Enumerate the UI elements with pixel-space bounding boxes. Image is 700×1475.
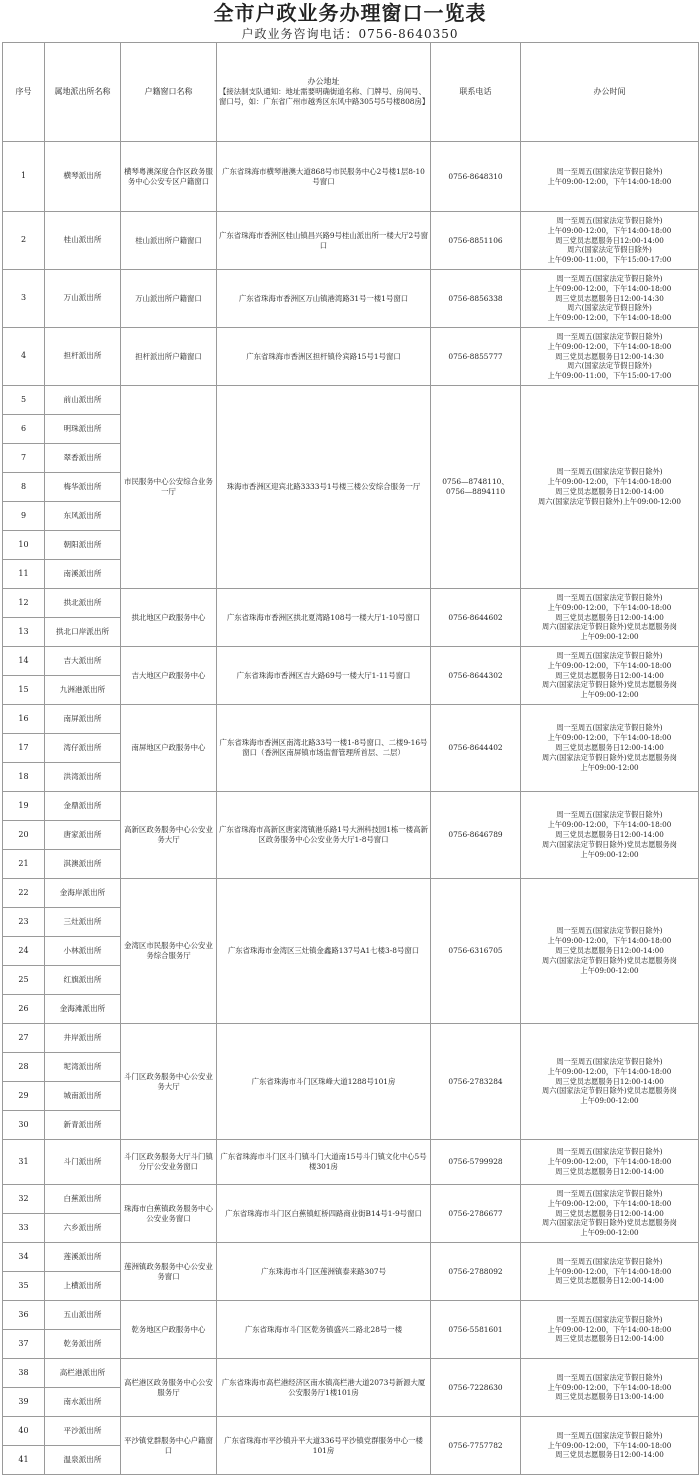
- group-address: 广东珠海市斗门区莲洲镇泰来路307号: [217, 1243, 431, 1301]
- row-seq: 34: [3, 1243, 45, 1272]
- row-station-name: 横琴派出所: [45, 142, 121, 212]
- row-seq: 19: [3, 792, 45, 821]
- row-station-name: 翠香派出所: [45, 444, 121, 473]
- row-station-name: 金鼎派出所: [45, 792, 121, 821]
- window-list-table: [2, 42, 699, 1475]
- hours-line: 上午09:00-12:00，下午14:00-18:00: [547, 660, 672, 670]
- group-hours: [521, 705, 699, 792]
- row-station-name: 莲溪派出所: [45, 1243, 121, 1272]
- hours-line: 上午09:00-12:00，下午14:00-18:00: [547, 176, 672, 186]
- row-seq: 20: [3, 821, 45, 850]
- hours-line: 上午09:00-12:00: [580, 965, 639, 975]
- hours-line: 上午09:00-12:00，下午14:00-18:00: [547, 1066, 672, 1076]
- hours-line: 周一至周五(国家法定节假日除外): [556, 166, 663, 176]
- group-address: 广东省珠海市横琴港澳大道868号市民服务中心2号楼1层8-10号窗口: [217, 142, 431, 212]
- hours-line: 周一至周五(国家法定节假日除外): [556, 592, 663, 602]
- group-phone: 0756-6316705: [431, 879, 521, 1024]
- group-window-name: 斗门区政务服务大厅斗门镇分厅公安业务窗口: [121, 1140, 217, 1185]
- hours-line: 周六(国家法定节假日除外)党员志愿服务岗: [542, 955, 677, 965]
- row-station-name: 红旗派出所: [45, 966, 121, 995]
- row-seq: 30: [3, 1111, 45, 1140]
- group-hours: [521, 142, 699, 212]
- hours-line: 周三党员志愿服务日12:00-14:00: [555, 1208, 664, 1218]
- row-station-name: 五山派出所: [45, 1301, 121, 1330]
- hours-line: 上午09:00-11:00，下午15:00-17:00: [547, 371, 672, 381]
- row-station-name: 六乡派出所: [45, 1214, 121, 1243]
- group-address: 广东省珠海市香洲区担杆镇伶宾路15号1号窗口: [217, 328, 431, 386]
- hours-line: 周三党员志愿服务日12:00-14:00: [555, 235, 664, 245]
- table-row: [3, 270, 699, 328]
- group-address: 广东省珠海市斗门区斗门镇斗门大道南15号斗门镇文化中心5号楼301房: [217, 1140, 431, 1185]
- group-hours: [521, 1140, 699, 1185]
- group-address: 广东省珠海市香洲区桂山镇昌兴路9号桂山派出所一楼大厅2号窗口: [217, 212, 431, 270]
- row-station-name: 南屏派出所: [45, 705, 121, 734]
- group-window-name: 珠海市白蕉镇政务服务中心公安业务窗口: [121, 1185, 217, 1243]
- group-window-name: 万山派出所户籍窗口: [121, 270, 217, 328]
- table-row: [3, 386, 699, 415]
- group-window-name: 高栏港区政务服务中心公安服务厅: [121, 1359, 217, 1417]
- hours-line: 上午09:00-12:00: [580, 762, 639, 772]
- row-station-name: 金海岸派出所: [45, 879, 121, 908]
- hours-line: 周六(国家法定节假日除外): [567, 361, 652, 371]
- group-window-name: 莲洲镇政务服务中心公安业务窗口: [121, 1243, 217, 1301]
- row-station-name: 斗门派出所: [45, 1140, 121, 1185]
- hours-line: 周一至周五(国家法定节假日除外): [556, 215, 663, 225]
- hours-line: 上午09:00-12:00，下午14:00-18:00: [547, 1198, 672, 1208]
- row-seq: 4: [3, 328, 45, 386]
- hours-line: 上午09:00-12:00，下午14:00-18:00: [547, 341, 672, 351]
- hours-line: 周三党员志愿服务日12:00-14:00: [555, 1334, 664, 1344]
- group-address: 广东省珠海市香洲区南湾北路33号一楼1-8号窗口、二楼9-16号窗口（香洲区南屏镇市场监督管理所首层、二层）: [217, 705, 431, 792]
- group-hours: [521, 1024, 699, 1140]
- row-station-name: 三灶派出所: [45, 908, 121, 937]
- row-station-name: 明珠派出所: [45, 415, 121, 444]
- hours-line: 周六(国家法定节假日除外)党员志愿服务岗: [542, 622, 677, 632]
- table-row: [3, 1185, 699, 1214]
- group-window-name: 吉大地区户政服务中心: [121, 647, 217, 705]
- row-seq: 1: [3, 142, 45, 212]
- group-hours: [521, 1359, 699, 1417]
- row-seq: 27: [3, 1024, 45, 1053]
- hours-line: 上午09:00-12:00，下午14:00-18:00: [547, 477, 672, 487]
- hours-line: 周三党员志愿服务日12:00-14:00: [555, 946, 664, 956]
- hours-line: 上午09:00-12:00: [580, 1096, 639, 1106]
- group-hours: [521, 212, 699, 270]
- hours-line: 周六(国家法定节假日除外)党员志愿服务岗: [542, 680, 677, 690]
- table-row: [3, 142, 699, 212]
- row-seq: 14: [3, 647, 45, 676]
- hours-line: 上午09:00-12:00，下午14:00-18:00: [547, 1157, 672, 1167]
- group-phone: 0756-8855777: [431, 328, 521, 386]
- group-window-name: 桂山派出所户籍窗口: [121, 212, 217, 270]
- hours-line: 上午09:00-11:00，下午15:00-17:00: [547, 255, 672, 265]
- header-address: [217, 43, 431, 142]
- row-seq: 41: [3, 1446, 45, 1475]
- group-address: 广东省珠海市金湾区三灶镇金鑫路137号A1七楼3-8号窗口: [217, 879, 431, 1024]
- table-row: [3, 792, 699, 821]
- row-station-name: 井岸派出所: [45, 1024, 121, 1053]
- page-title: 全市户政业务办理窗口一览表: [213, 1, 487, 25]
- group-window-name: 高新区政务服务中心公安业务大厅: [121, 792, 217, 879]
- hours-line: 上午09:00-12:00，下午14:00-18:00: [547, 820, 672, 830]
- page-subtitle: 户政业务咨询电话：0756-8640350: [241, 27, 459, 41]
- row-seq: 26: [3, 995, 45, 1024]
- group-phone: 0756-8644602: [431, 589, 521, 647]
- row-seq: 36: [3, 1301, 45, 1330]
- header-station: 属地派出所名称: [45, 43, 121, 142]
- hours-line: 上午09:00-12:00，下午14:00-18:00: [547, 1440, 672, 1450]
- group-phone: 0756-8856338: [431, 270, 521, 328]
- row-seq: 10: [3, 531, 45, 560]
- row-seq: 5: [3, 386, 45, 415]
- hours-line: 周三党员志愿服务日12:00-14:00: [555, 743, 664, 753]
- row-station-name: 洪湾派出所: [45, 763, 121, 792]
- table-body: [3, 142, 699, 1475]
- group-window-name: 拱北地区户政服务中心: [121, 589, 217, 647]
- hours-line: 上午09:00-12:00，下午14:00-18:00: [547, 733, 672, 743]
- hours-line: 周一至周五(国家法定节假日除外): [556, 1147, 663, 1157]
- row-seq: 24: [3, 937, 45, 966]
- row-station-name: 吉大派出所: [45, 647, 121, 676]
- row-station-name: 平沙派出所: [45, 1417, 121, 1446]
- hours-line: 上午09:00-12:00，下午14:00-18:00: [547, 1382, 672, 1392]
- row-seq: 23: [3, 908, 45, 937]
- hours-line: 周三党员志愿服务日12:00-14:00: [555, 487, 664, 496]
- row-station-name: 南水派出所: [45, 1388, 121, 1417]
- row-seq: 21: [3, 850, 45, 879]
- row-seq: 13: [3, 618, 45, 647]
- hours-line: 周三党员志愿服务日12:00-14:00: [555, 830, 664, 840]
- group-hours: [521, 792, 699, 879]
- row-seq: 25: [3, 966, 45, 995]
- hours-line: 周一至周五(国家法定节假日除外): [556, 1314, 663, 1324]
- row-seq: 6: [3, 415, 45, 444]
- hours-line: 上午09:00-12:00，下午14:00-18:00: [547, 283, 672, 293]
- group-hours: [521, 386, 699, 589]
- hours-line: 周三党员志愿服务日12:00-14:00: [555, 1450, 664, 1460]
- row-seq: 38: [3, 1359, 45, 1388]
- header-phone: 联系电话: [431, 43, 521, 142]
- group-phone: 0756-5799928: [431, 1140, 521, 1185]
- hours-line: 周三党员志愿服务日13:00-14:00: [555, 1392, 664, 1402]
- hours-line: 周一至周五(国家法定节假日除外): [556, 1256, 663, 1266]
- row-station-name: 朝阳派出所: [45, 531, 121, 560]
- group-hours: [521, 1185, 699, 1243]
- row-station-name: 淇澳派出所: [45, 850, 121, 879]
- header-hours: 办公时间: [521, 43, 699, 142]
- hours-line: 周三党员志愿服务日12:00-14:00: [555, 1076, 664, 1086]
- row-seq: 2: [3, 212, 45, 270]
- hours-line: 周一至周五(国家法定节假日除外): [556, 1430, 663, 1440]
- row-seq: 32: [3, 1185, 45, 1214]
- hours-line: 周六(国家法定节假日除外)上午09:00-12:00: [538, 496, 681, 506]
- table-row: [3, 647, 699, 676]
- group-hours: [521, 1417, 699, 1475]
- row-station-name: 拱北口岸派出所: [45, 618, 121, 647]
- group-phone: 0756-2783284: [431, 1024, 521, 1140]
- group-address: 广东省珠海市香洲区吉大路69号一楼大厅1-11号窗口: [217, 647, 431, 705]
- group-address: 广东省珠海市高栏港经济区南水镇高栏港大道2073号新源大厦公安服务厅1楼101房: [217, 1359, 431, 1417]
- header-seq: 序号: [3, 43, 45, 142]
- hours-line: 上午09:00-12:00，下午14:00-18:00: [547, 602, 672, 612]
- hours-line: 周六(国家法定节假日除外): [567, 245, 652, 255]
- row-seq: 15: [3, 676, 45, 705]
- row-station-name: 乾务派出所: [45, 1330, 121, 1359]
- group-address: 广东省珠海市斗门区白蕉镇虹桥四路商业街B14号1-9号窗口: [217, 1185, 431, 1243]
- row-station-name: 小林派出所: [45, 937, 121, 966]
- table-row: [3, 1301, 699, 1330]
- group-address: 广东省珠海市斗门区乾务镇盛兴二路北28号一楼: [217, 1301, 431, 1359]
- group-phone: 0756-8646789: [431, 792, 521, 879]
- hours-line: 上午09:00-12:00: [580, 690, 639, 700]
- hours-line: 周六(国家法定节假日除外)党员志愿服务岗: [542, 1218, 677, 1228]
- table-row: [3, 1359, 699, 1388]
- row-station-name: 唐家派出所: [45, 821, 121, 850]
- row-seq: 31: [3, 1140, 45, 1185]
- group-phone: 0756-7757782: [431, 1417, 521, 1475]
- group-hours: [521, 328, 699, 386]
- group-address: 珠海市香洲区迎宾北路3333号1号楼三楼公安综合服务一厅: [217, 386, 431, 589]
- row-seq: 9: [3, 502, 45, 531]
- hours-line: 周六(国家法定节假日除外): [567, 303, 652, 313]
- hours-line: 周六(国家法定节假日除外)党员志愿服务岗: [542, 839, 677, 849]
- group-hours: [521, 270, 699, 328]
- hours-line: 周三党员志愿服务日12:00-14:00: [555, 1276, 664, 1286]
- hours-line: 周六(国家法定节假日除外)党员志愿服务岗: [542, 1086, 677, 1096]
- table-row: [3, 212, 699, 270]
- group-window-name: 市民服务中心公安综合业务一厅: [121, 386, 217, 589]
- row-station-name: 拱北派出所: [45, 589, 121, 618]
- row-seq: 12: [3, 589, 45, 618]
- header-address-note: 【接法制支队通知：地址需要明确街道名称、门牌号、房间号、窗口号，如：广东省广州市越秀区东风中路305号5号楼808房】: [219, 87, 430, 107]
- row-seq: 29: [3, 1082, 45, 1111]
- hours-line: 周一至周五(国家法定节假日除外): [556, 926, 663, 936]
- row-seq: 33: [3, 1214, 45, 1243]
- group-phone: 0756-8851106: [431, 212, 521, 270]
- group-address: 广东省珠海市香洲区万山镇港湾路31号一楼1号窗口: [217, 270, 431, 328]
- group-window-name: 横琴粤澳深度合作区政务服务中心公安专区户籍窗口: [121, 142, 217, 212]
- table-row: [3, 328, 699, 386]
- hours-line: 上午09:00-12:00，下午14:00-18:00: [547, 936, 672, 946]
- hours-line: 上午09:00-12:00: [580, 1228, 639, 1238]
- group-address: 广东省珠海市高新区唐家湾镇港乐路1号大洲科技园1栋一楼高新区政务服务中心公安业务大厅1-8号窗口: [217, 792, 431, 879]
- group-address: 广东省珠海市平沙镇升平大道336号平沙镇党群服务中心一楼101房: [217, 1417, 431, 1475]
- row-seq: 3: [3, 270, 45, 328]
- table-row: [3, 1243, 699, 1272]
- group-address: 广东省珠海市香洲区拱北夏湾路108号一楼大厅1-10号窗口: [217, 589, 431, 647]
- hours-line: 周六(国家法定节假日除外)党员志愿服务岗: [542, 752, 677, 762]
- group-hours: [521, 1243, 699, 1301]
- hours-line: 周一至周五(国家法定节假日除外): [556, 467, 663, 477]
- hours-line: 周一至周五(国家法定节假日除外): [556, 331, 663, 341]
- group-window-name: 斗门区政务服务中心公安业务大厅: [121, 1024, 217, 1140]
- table-row: [3, 1140, 699, 1185]
- hours-line: 上午09:00-12:00，下午14:00-18:00: [547, 313, 672, 323]
- row-seq: 8: [3, 473, 45, 502]
- row-station-name: 梅华派出所: [45, 473, 121, 502]
- header-window: 户籍窗口名称: [121, 43, 217, 142]
- hours-line: 上午09:00-12:00，下午14:00-18:00: [547, 1324, 672, 1334]
- hours-line: 上午09:00-12:00，下午14:00-18:00: [547, 225, 672, 235]
- group-window-name: 乾务地区户政服务中心: [121, 1301, 217, 1359]
- group-phone: 0756-2788092: [431, 1243, 521, 1301]
- row-seq: 28: [3, 1053, 45, 1082]
- table-row: [3, 879, 699, 908]
- hours-line: 周三党员志愿服务日12:00-14:00: [555, 1166, 664, 1176]
- group-phone: 0756-5581601: [431, 1301, 521, 1359]
- row-station-name: 高栏港派出所: [45, 1359, 121, 1388]
- hours-line: 周一至周五(国家法定节假日除外): [556, 650, 663, 660]
- group-phone: 0756—8748110、0756—8894110: [431, 386, 521, 589]
- group-phone: 0756-2786677: [431, 1185, 521, 1243]
- row-station-name: 金海滩派出所: [45, 995, 121, 1024]
- row-seq: 35: [3, 1272, 45, 1301]
- row-seq: 37: [3, 1330, 45, 1359]
- row-seq: 11: [3, 560, 45, 589]
- row-station-name: 温泉派出所: [45, 1446, 121, 1475]
- group-hours: [521, 647, 699, 705]
- row-station-name: 白蕉派出所: [45, 1185, 121, 1214]
- hours-line: 上午09:00-12:00: [580, 632, 639, 642]
- header-row: [3, 43, 699, 142]
- group-hours: [521, 879, 699, 1024]
- header-address-title: 办公地址: [307, 76, 340, 86]
- hours-line: 周一至周五(国家法定节假日除外): [556, 723, 663, 733]
- row-seq: 39: [3, 1388, 45, 1417]
- hours-line: 上午09:00-12:00，下午14:00-18:00: [547, 1266, 672, 1276]
- group-window-name: 平沙镇党群服务中心户籍窗口: [121, 1417, 217, 1475]
- row-station-name: 上横派出所: [45, 1272, 121, 1301]
- hours-line: 周三党员志愿服务日12:00-14:00: [555, 670, 664, 680]
- row-station-name: 新青派出所: [45, 1111, 121, 1140]
- group-window-name: 担杆派出所户籍窗口: [121, 328, 217, 386]
- group-hours: [521, 1301, 699, 1359]
- table-row: [3, 1024, 699, 1053]
- hours-line: 周一至周五(国家法定节假日除外): [556, 273, 663, 283]
- group-window-name: 金湾区市民服务中心公安业务综合服务厅: [121, 879, 217, 1024]
- table-row: [3, 705, 699, 734]
- table-row: [3, 1417, 699, 1446]
- hours-line: 周三党员志愿服务日12:00-14:30: [555, 293, 664, 303]
- group-hours: [521, 589, 699, 647]
- row-station-name: 坭湾派出所: [45, 1053, 121, 1082]
- group-window-name: 南屏地区户政服务中心: [121, 705, 217, 792]
- group-address: 广东省珠海市斗门区珠峰大道1288号101房: [217, 1024, 431, 1140]
- row-station-name: 桂山派出所: [45, 212, 121, 270]
- hours-line: 周一至周五(国家法定节假日除外): [556, 1188, 663, 1198]
- group-phone: 0756-8644402: [431, 705, 521, 792]
- hours-line: 周三党员志愿服务日12:00-14:00: [555, 612, 664, 622]
- row-station-name: 城南派出所: [45, 1082, 121, 1111]
- row-seq: 22: [3, 879, 45, 908]
- hours-line: 周一至周五(国家法定节假日除外): [556, 810, 663, 820]
- table-row: [3, 589, 699, 618]
- row-seq: 7: [3, 444, 45, 473]
- row-station-name: 东风派出所: [45, 502, 121, 531]
- row-station-name: 万山派出所: [45, 270, 121, 328]
- hours-line: 上午09:00-12:00: [580, 849, 639, 859]
- row-station-name: 前山派出所: [45, 386, 121, 415]
- row-seq: 16: [3, 705, 45, 734]
- group-phone: 0756-7228630: [431, 1359, 521, 1417]
- row-station-name: 担杆派出所: [45, 328, 121, 386]
- row-seq: 40: [3, 1417, 45, 1446]
- row-station-name: 九洲港派出所: [45, 676, 121, 705]
- hours-line: 周三党员志愿服务日12:00-14:30: [555, 351, 664, 361]
- group-phone: 0756-8648310: [431, 142, 521, 212]
- hours-line: 周一至周五(国家法定节假日除外): [556, 1372, 663, 1382]
- row-seq: 17: [3, 734, 45, 763]
- hours-line: 周一至周五(国家法定节假日除外): [556, 1056, 663, 1066]
- group-phone: 0756-8644302: [431, 647, 521, 705]
- row-station-name: 南溪派出所: [45, 560, 121, 589]
- row-seq: 18: [3, 763, 45, 792]
- row-station-name: 湾仔派出所: [45, 734, 121, 763]
